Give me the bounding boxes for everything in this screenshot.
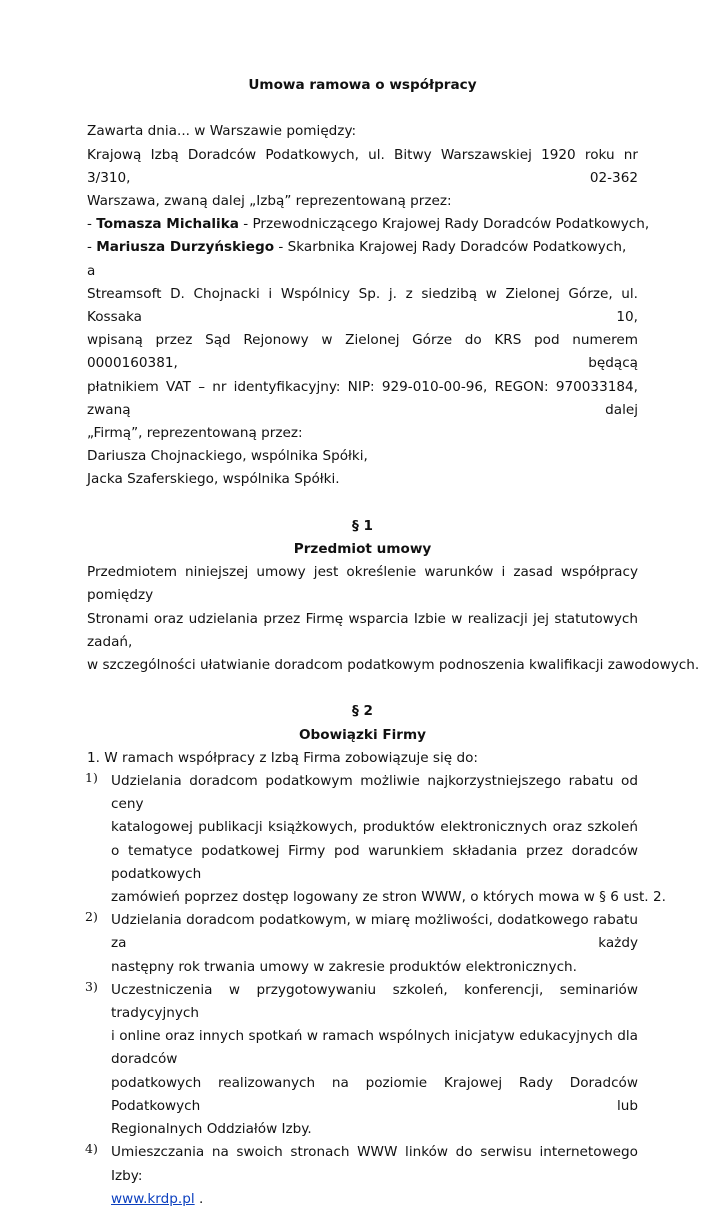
section1-heading: Przedmiot umowy [293, 541, 432, 558]
list-line: katalogowej publikacji książkowych, produktów elektronicznych oraz szkoleń [111, 819, 638, 836]
section1-line: w szczególności ułatwianie doradcom podatkowym podnoszenia kwalifikacji zawodowych. [87, 657, 700, 674]
list-line: o tematyce podatkowej Firmy pod warunkiem składania przez doradców podatkowych [111, 842, 638, 882]
list-item [87, 909, 638, 979]
list-line: zamówień poprzez dostęp logowany ze stron WWW, o których mowa w § 6 ust. 2. [111, 889, 666, 906]
list-line: podatkowych realizowanych na poziomie Krajowej Rady Doradców Podatkowych lub [111, 1074, 638, 1114]
representative-2 [87, 236, 638, 259]
intro-line: Zawarta dnia... w Warszawie pomiędzy: [87, 123, 357, 140]
list-line: Umieszczania na swoich stronach WWW linków do serwisu internetowego Izby: [111, 1144, 638, 1184]
representative-1 [87, 213, 650, 236]
list-line-link [111, 1188, 638, 1211]
list-line: Regionalnych Oddziałów Izby. [111, 1121, 312, 1138]
rep-role: - Skarbnika Krajowej Rady Doradców Podatkowych, [274, 239, 627, 256]
rep-name: Mariusza Durzyńskiego [96, 239, 275, 256]
section2-lead: 1. W ramach współpracy z Izbą Firma zobowiązuje się do: [87, 749, 478, 766]
krdp-website-link[interactable]: www.krdp.pl [111, 1190, 195, 1207]
party2-line3: płatnikiem VAT – nr identyfikacyjny: NIP: 929-010-00-96, REGON: 970033184, zwaną dalej [87, 378, 638, 418]
list-line: Udzielania doradcom podatkowym możliwie najkorzystniejszego rabatu od ceny [111, 773, 638, 813]
party2-line2: wpisaną przez Sąd Rejonowy w Zielonej Górze do KRS pod numerem 0000160381, będącą [87, 332, 638, 372]
representative-3: Dariusza Chojnackiego, wspólnika Spółki, [87, 448, 368, 465]
list-number: 3) [85, 978, 98, 994]
section1-line: Stronami oraz udzielania przez Firmę wsparcia Izbie w realizacji jej statutowych zadań, [87, 610, 638, 650]
link-suffix: . [194, 1190, 204, 1207]
spacer [87, 492, 638, 515]
section1-number: § 1 [352, 517, 373, 534]
list-line: i online oraz innych spotkań w ramach wspólnych inicjatyw edukacyjnych dla doradców [111, 1028, 638, 1068]
party2-line1: Streamsoft D. Chojnacki i Wspólnicy Sp. j. z siedzibą w Zielonej Górze, ul. Kossaka 10, [87, 285, 638, 326]
section2-heading: Obowiązki Firmy [298, 726, 427, 743]
list-number: 2) [85, 909, 98, 925]
section1-line: Przedmiotem niniejszej umowy jest określenie warunków i zasad współpracy pomiędzy [87, 564, 638, 604]
spacer [87, 97, 638, 120]
list-line: Uczestniczenia w przygotowywaniu szkoleń, konferencji, seminariów tradycyjnych [111, 981, 638, 1022]
rep-name: Tomasza Michalika [96, 216, 239, 233]
party1-address-line1: Krajową Izbą Doradców Podatkowych, ul. Bitwy Warszawskiej 1920 roku nr 3/310, 02-362 [87, 146, 638, 186]
rep-prefix: - [87, 239, 97, 256]
party1-address-line2: Warszawa, zwaną dalej „Izbą” reprezentowaną przez: [87, 193, 452, 209]
section2-number: § 2 [352, 703, 373, 720]
rep-prefix: - [87, 216, 97, 233]
list-number: 4) [85, 1141, 98, 1157]
list-item [87, 979, 638, 1141]
rep-role: - Przewodniczącego Krajowej Rady Doradców Podatkowych, [238, 216, 650, 233]
list-number: 1) [85, 770, 98, 786]
party2-line4: „Firmą”, reprezentowaną przez: [87, 425, 303, 442]
list-item [85, 770, 666, 909]
list-line: następny rok trwania umowy w zakresie produktów elektronicznych. [111, 958, 577, 975]
representative-4: Jacka Szaferskiego, wspólnika Spółki. [87, 471, 340, 488]
list-line: Udzielania doradcom podatkowym, w miarę możliwości, dodatkowego rabatu za każdy [111, 912, 638, 952]
conjunction: a [87, 262, 96, 279]
spacer [87, 677, 638, 700]
list-item [87, 1141, 638, 1211]
document-title: Umowa ramowa o współpracy [248, 77, 477, 93]
document-page [85, 74, 700, 1211]
